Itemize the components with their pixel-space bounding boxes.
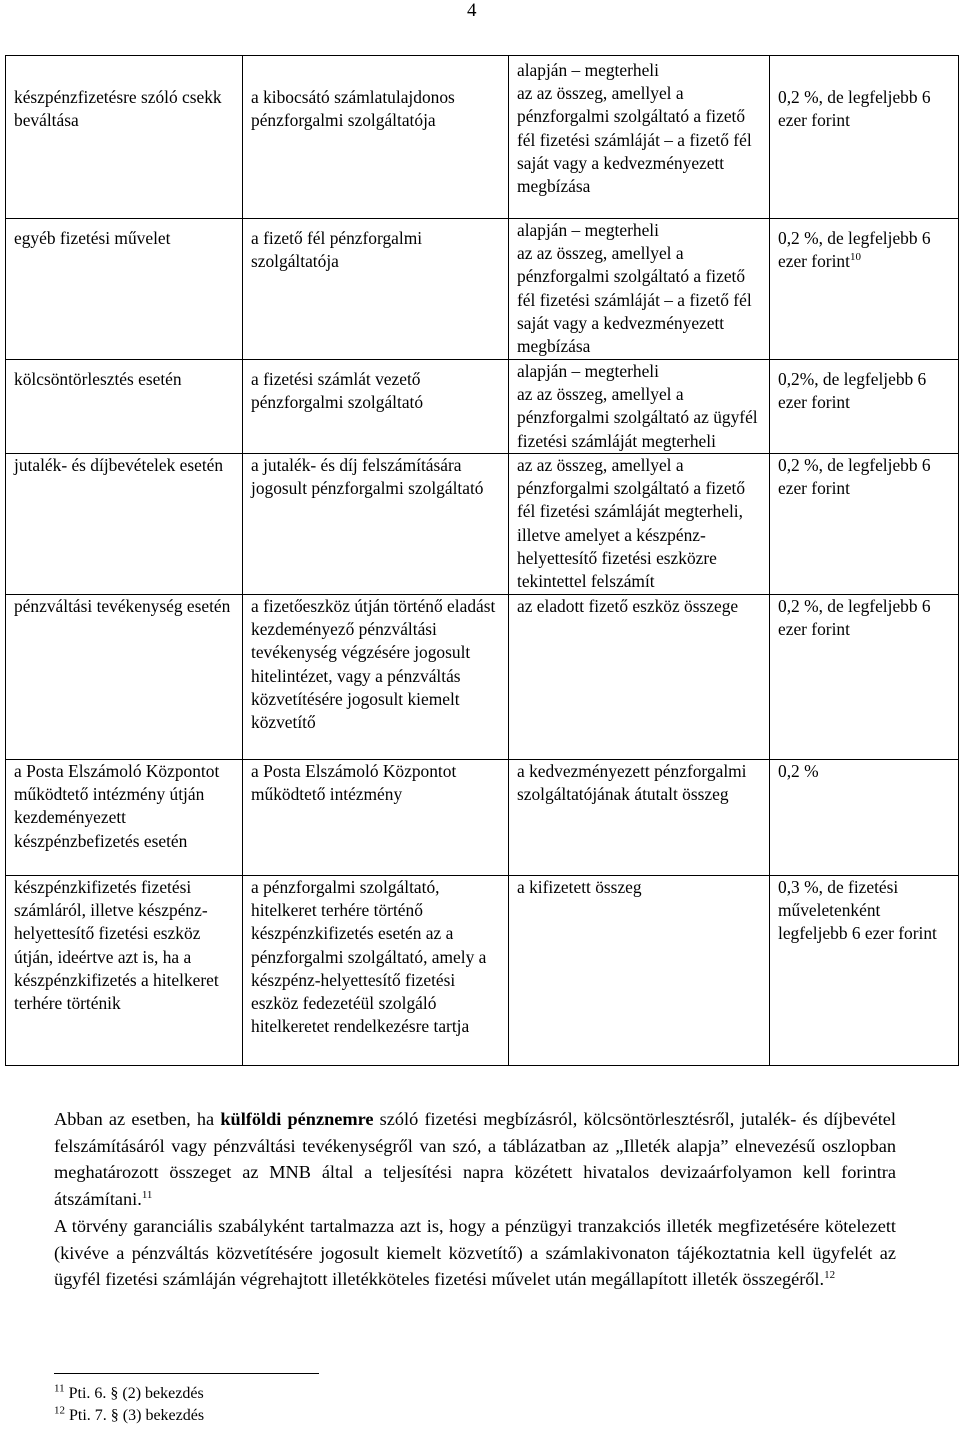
base-cell xyxy=(509,454,770,595)
cell-text: 0,2 %, de legfeljebb 6 ezer forint xyxy=(778,87,931,131)
transaction-type-cell xyxy=(6,760,243,876)
base-cell xyxy=(509,219,770,360)
paragraph-text: szóló fizetési megbízásról, kölcsöntörlesztésről, jutalék- és díjbevétel felszámításáról vagy pénzváltási tevékenységről van szó, a táblázatban az „Illeték alapja” elnevezésű oszlopban meghatározott összeget az MNB által a teljesítési napra közétett hivatalos devizaárfolyamon kell forintra átszámítani. xyxy=(54,1109,896,1210)
base-cell xyxy=(509,360,770,454)
footnote xyxy=(54,1405,204,1427)
footnote-number: 12 xyxy=(54,1404,65,1417)
body-text xyxy=(54,1106,896,1293)
cell-text: egyéb fizetési művelet xyxy=(14,228,171,248)
rate-cell xyxy=(770,454,959,595)
transaction-type-cell xyxy=(6,360,243,454)
table-row xyxy=(6,760,959,876)
payer-cell xyxy=(243,360,509,454)
cell-text: 0,2%, de legfeljebb 6 ezer forint xyxy=(778,369,927,413)
rate-cell xyxy=(770,56,959,219)
payer-cell xyxy=(243,595,509,760)
cell-text: a kibocsátó számlatulajdonos pénzforgalmi szolgáltatója xyxy=(251,87,455,131)
cell-text: pénzváltási tevékenység esetén xyxy=(14,596,231,616)
base-cell xyxy=(509,56,770,219)
footnote-separator xyxy=(54,1373,319,1374)
table-row xyxy=(6,56,959,219)
cell-text: a fizetési számlát vezető pénzforgalmi szolgáltató xyxy=(251,369,424,413)
payer-cell xyxy=(243,876,509,1066)
paragraph-text: Abban az esetben, ha xyxy=(54,1109,221,1129)
cell-text: alapján – megterheli az az összeg, amellyel a pénzforgalmi szolgáltató az ügyfél fizetési számláját megterheli xyxy=(517,361,758,451)
paragraph-text: A törvény garanciális szabályként tartalmazza azt is, hogy a pénzügyi tranzakciós illeték megfizetésére kötelezett (kivéve a pénzváltás közvetítésére jogosult kiemelt közvetítő) a számlakivonaton tájékoztatnia kell ügyfelét az ügyfél fizetési számláján végrehajtott illetékköteles fizetési művelet után megállapított illeték összegéről. xyxy=(54,1215,896,1290)
cell-text: az eladott fizető eszköz összege xyxy=(517,596,739,616)
footnote-text: Pti. 6. § (2) bekezdés xyxy=(64,1385,204,1402)
transaction-type-cell xyxy=(6,56,243,219)
table-row xyxy=(6,219,959,360)
cell-text: 0,3 %, de fizetési műveletenként legfeljebb 6 ezer forint xyxy=(778,877,937,944)
table-row xyxy=(6,360,959,454)
transaction-type-cell xyxy=(6,595,243,760)
cell-text: a pénzforgalmi szolgáltató, hitelkeret terhére történő készpénzkifizetés esetén az a pénzforgalmi szolgáltató, amely a készpénz-helyettesítő fizetési eszköz fedezetéül szolgáló hitelkeretet rendelkezésre tartja xyxy=(251,877,487,1037)
cell-text: a Posta Elszámoló Központot működtető intézmény útján kezdeményezett készpénzbefizetés esetén xyxy=(14,761,220,851)
cell-text: a Posta Elszámoló Központot működtető intézmény xyxy=(251,761,457,805)
base-cell xyxy=(509,760,770,876)
footnote-ref: 11 xyxy=(141,1189,153,1202)
payer-cell xyxy=(243,454,509,595)
footnote-text: Pti. 7. § (3) bekezdés xyxy=(65,1407,205,1424)
rate-cell xyxy=(770,219,959,360)
base-cell xyxy=(509,876,770,1066)
footnotes xyxy=(54,1383,204,1427)
transaction-type-cell xyxy=(6,876,243,1066)
payer-cell xyxy=(243,56,509,219)
fee-table xyxy=(5,55,959,1066)
rate-cell xyxy=(770,760,959,876)
cell-text: 0,2 %, de legfeljebb 6 ezer forint xyxy=(778,455,931,499)
table-row xyxy=(6,595,959,760)
base-cell xyxy=(509,595,770,760)
transaction-type-cell xyxy=(6,219,243,360)
cell-text: alapján – megterheli az az összeg, amellyel a pénzforgalmi szolgáltató a fizető fél fizetési számláját – a fizető fél saját vagy a kedvezményezett megbízása xyxy=(517,60,752,197)
cell-text: a jutalék- és díj felszámítására jogosult pénzforgalmi szolgáltató xyxy=(251,455,484,499)
payer-cell xyxy=(243,760,509,876)
footnote xyxy=(54,1383,204,1405)
cell-text: 0,2 % xyxy=(778,761,819,781)
transaction-type-cell xyxy=(6,454,243,595)
paragraph xyxy=(54,1106,896,1213)
paragraph xyxy=(54,1213,896,1293)
cell-text: 0,2 %, de legfeljebb 6 ezer forint xyxy=(778,596,931,640)
cell-text: az az összeg, amellyel a pénzforgalmi szolgáltató a fizető fél fizetési számláját megterheli, illetve amelyet a készpénz-helyettesítő fizetési eszközre tekintettel felszámít xyxy=(517,455,746,592)
cell-text: jutalék- és díjbevételek esetén xyxy=(14,455,224,475)
rate-cell xyxy=(770,876,959,1066)
footnote-ref: 10 xyxy=(849,251,861,264)
cell-text: alapján – megterheli az az összeg, amellyel a pénzforgalmi szolgáltató a fizető fél fizetési számláját – a fizető fél saját vagy a kedvezményezett megbízása xyxy=(517,220,752,357)
cell-text: készpénzkifizetés fizetési számláról, illetve készpénz-helyettesítő fizetési eszköz útján, ideértve azt is, ha a készpénzkifizetés a hitelkeret terhére történik xyxy=(14,877,219,1014)
table-row xyxy=(6,876,959,1066)
payer-cell xyxy=(243,219,509,360)
cell-text: a fizetőeszköz útján történő eladást kezdeményező pénzváltási tevékenység végzésére jogosult hitelintézet, vagy a pénzváltás közvetítésére jogosult kiemelt közvetítő xyxy=(251,596,496,733)
emphasis-text: külföldi pénznemre xyxy=(220,1109,374,1129)
cell-text: a fizető fél pénzforgalmi szolgáltatója xyxy=(251,228,423,272)
rate-cell xyxy=(770,360,959,454)
table-row xyxy=(6,454,959,595)
rate-cell xyxy=(770,595,959,760)
cell-text: a kifizetett összeg xyxy=(517,877,642,897)
page-number: 4 xyxy=(467,0,477,21)
cell-text: a kedvezményezett pénzforgalmi szolgáltatójának átutalt összeg xyxy=(517,761,747,805)
cell-text: kölcsöntörlesztés esetén xyxy=(14,369,182,389)
cell-text: 0,2 %, de legfeljebb 6 ezer forint xyxy=(778,228,931,272)
footnote-number: 11 xyxy=(54,1382,65,1395)
footnote-ref: 12 xyxy=(824,1269,836,1282)
cell-text: készpénzfizetésre szóló csekk beváltása xyxy=(14,87,222,131)
